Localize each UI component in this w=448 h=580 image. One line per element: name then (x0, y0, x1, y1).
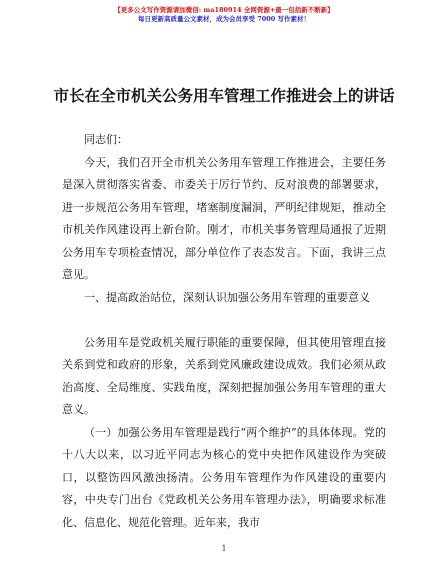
document-title: 市长在全市机关公务用车管理工作推进会上的讲话 (53, 87, 395, 105)
promo-line-2: 每日更新高质量公文素材，成为会员享受 7000 写作素材！ (137, 15, 311, 23)
paragraph-significance (62, 332, 386, 422)
page-number: 1 (221, 544, 227, 553)
paragraph: 今天，我们召开全市机关公务用车管理工作推进会，主要任务是深入贯彻落实省委、市委关于厉行节约、反对浪费的部署要求，进一步规范公务用车管理，堵塞制度漏洞，严明纪律规矩，推动全市机关作风建设再上新台阶。刚才，市机关事务管理局通报了近期公务用车专项检查情况，部分单位作了表态发言。下面，我讲三点意见。 (62, 156, 386, 282)
paragraph-point-1 (62, 422, 386, 534)
paragraph: 公务用车是党政机关履行职能的重要保障，但其使用管理直接关系到党和政府的形象，关系到党风廉政建设成效。我们必须从政治高度、全局维度、实践角度，深刻把握加强公务用车管理的重大意义。 (62, 336, 386, 417)
paragraph: （一）加强公务用车管理是践行“两个维护”的具体体现。党的十八大以来，以习近平同志为核心的党中央把作风建设作为突破口，以整饬四风激浊扬清。公务用车管理作为作风建设的重要内容，中央专门出台《党政机关公务用车管理办法》，明确要求标准化、信息化、规范化管理。近年来，我市 (62, 426, 386, 529)
section-heading-1 (62, 287, 386, 309)
paragraph-intro (62, 152, 386, 286)
promo-banner (0, 6, 448, 24)
promo-line-1: 【更多公文写作资源请加微信: ma180914 全网资源+最一包括新不断新】 (114, 6, 334, 14)
salutation: 同志们： (84, 133, 128, 146)
heading: 一、提高政治站位，深刻认识加强公务用车管理的重要意义 (84, 291, 370, 304)
